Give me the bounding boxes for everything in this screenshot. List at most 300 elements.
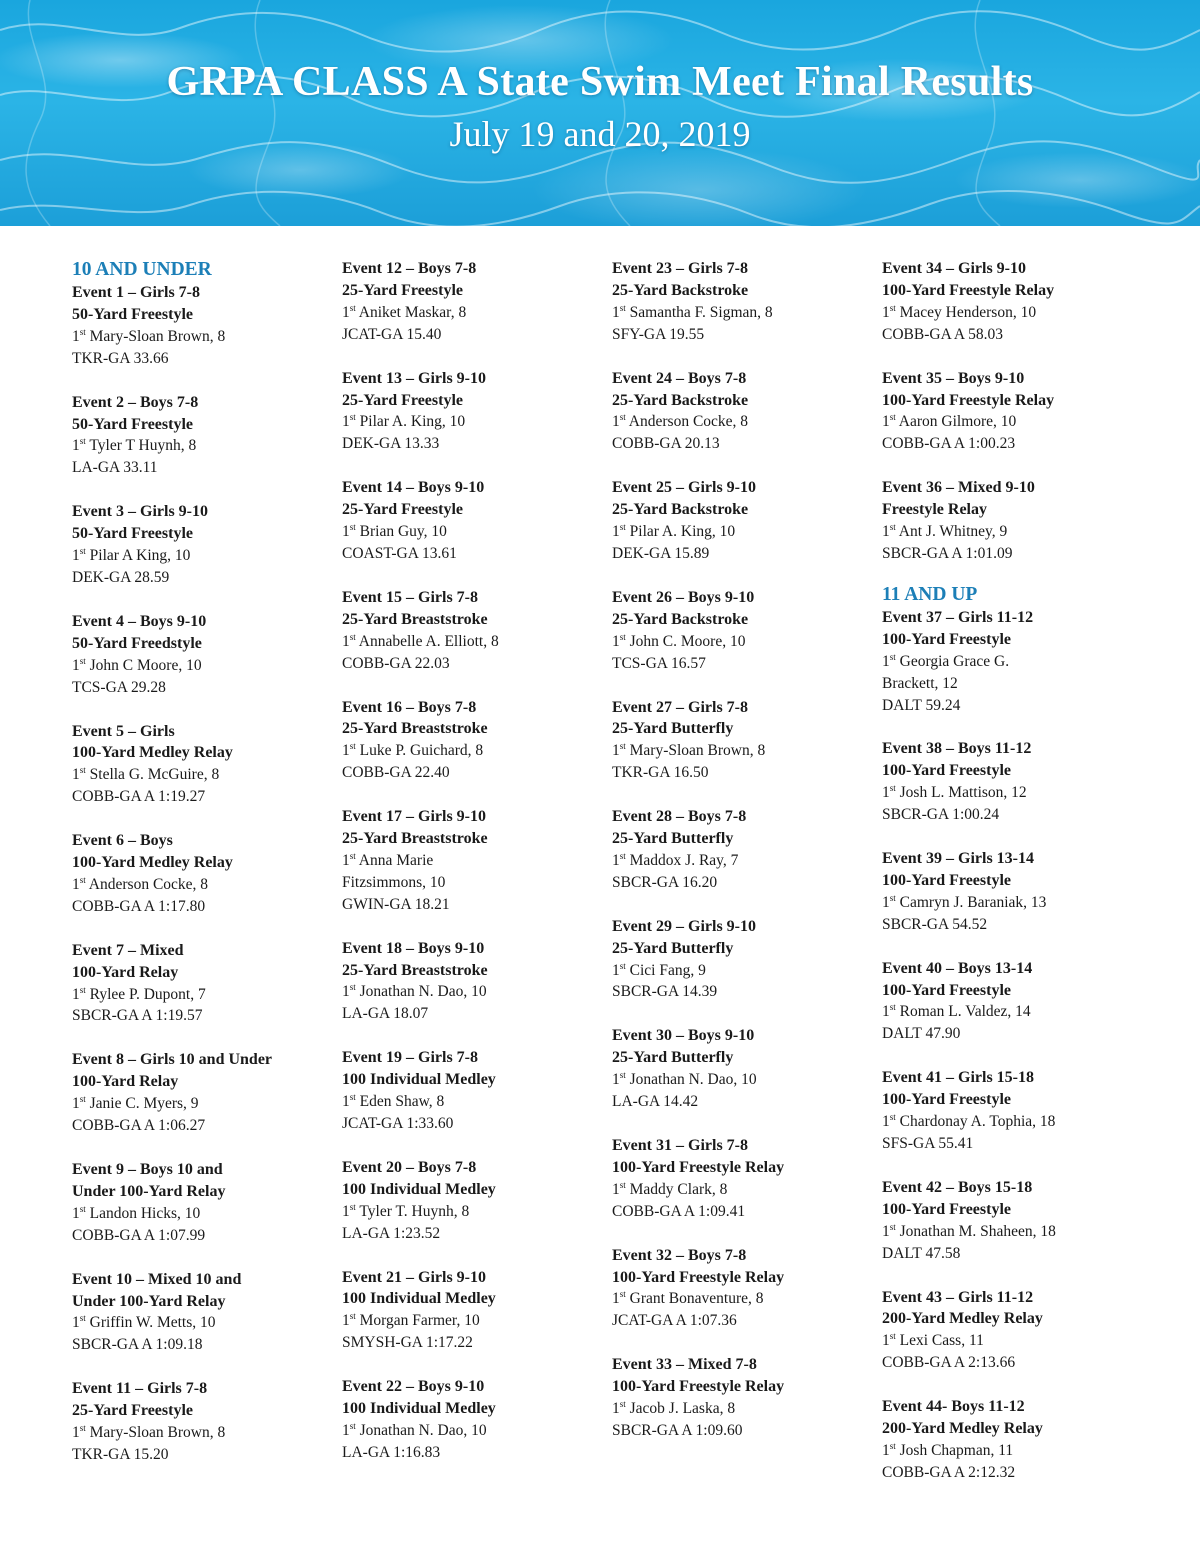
event-distance-stroke: 100-Yard Freestyle (882, 871, 1011, 889)
team-time: COAST-GA 13.61 (342, 544, 457, 562)
place-suffix: st (619, 412, 626, 423)
event-distance-stroke: 200-Yard Medley Relay (882, 1420, 1043, 1438)
winner-name: Josh Chapman, 11 (899, 1441, 1014, 1459)
event-title: Event 23 – Girls 7-8 (612, 260, 748, 277)
place-suffix: st (79, 874, 86, 885)
event-block (882, 368, 1144, 456)
place-suffix: st (619, 631, 626, 642)
event-block (882, 738, 1144, 826)
event-title: Event 7 – Mixed (72, 941, 184, 959)
place-suffix: st (889, 522, 896, 533)
winner-line: 1st Landon Hicks, 10 (72, 1203, 201, 1222)
winner-line: 1st Anderson Cocke, 8 (612, 412, 749, 431)
event-distance-stroke: 100 Individual Medley (342, 1400, 496, 1418)
team-time: SFY-GA 19.55 (612, 325, 705, 343)
event-block (882, 607, 1144, 717)
event-title: Event 11 – Girls 7-8 (72, 1380, 208, 1398)
event-title: Event 8 – Girls 10 and Under (72, 1051, 273, 1069)
event-title: Event 32 – Boys 7-8 (612, 1246, 747, 1264)
section-heading: 10 AND UNDER (72, 259, 212, 280)
winner-line: 1st Pilar A. King, 10 (342, 412, 466, 431)
event-block (612, 1135, 874, 1223)
event-block (612, 258, 874, 346)
winner-line: 1st Grant Bonaventure, 8 (612, 1289, 764, 1308)
event-block (612, 806, 874, 894)
winner-name: Maddy Clark, 8 (629, 1180, 728, 1198)
place-suffix: st (889, 1331, 896, 1342)
winner-line: 1st Maddox J. Ray, 7 (612, 850, 739, 869)
winner-name: Morgan Farmer, 10 (359, 1312, 480, 1330)
team-time: LA-GA 1:16.83 (342, 1443, 441, 1461)
winner-name: Mary-Sloan Brown, 8 (89, 327, 226, 345)
event-block (342, 806, 604, 916)
event-distance-stroke: 100-Yard Freestyle Relay (882, 391, 1055, 409)
winner-line: 1st Cici Fang, 9 (612, 960, 706, 979)
event-title: Event 33 – Mixed 7-8 (612, 1356, 757, 1374)
place-suffix: st (349, 850, 356, 861)
winner-line: 1st Josh L. Mattison, 12 (882, 783, 1027, 802)
event-distance-stroke: 25-Yard Breaststroke (342, 830, 488, 848)
winner-line: 1st Anna Marie (342, 850, 434, 869)
place-suffix: st (79, 1094, 86, 1105)
event-title: Event 28 – Boys 7-8 (612, 808, 747, 826)
winner-line: 1st Mary-Sloan Brown, 8 (72, 326, 226, 345)
place-suffix: st (349, 982, 356, 993)
event-title: Event 31 – Girls 7-8 (612, 1137, 748, 1154)
winner-line: 1st Pilar A. King, 10 (612, 522, 736, 541)
winner-line: 1st Chardonay A. Tophia, 18 (882, 1112, 1056, 1131)
event-title: Event 27 – Girls 7-8 (612, 698, 748, 716)
event-distance-stroke: 25-Yard Butterfly (612, 939, 734, 957)
winner-name: Mary-Sloan Brown, 8 (89, 1424, 226, 1442)
place-suffix: st (349, 741, 356, 752)
event-block (342, 938, 604, 1026)
place-suffix: st (619, 960, 626, 971)
team-time: SBCR-GA A 1:09.18 (72, 1336, 203, 1354)
winner-name: Cici Fang, 9 (629, 961, 706, 979)
event-title: Event 38 – Boys 11-12 (882, 740, 1032, 758)
event-distance-stroke: Freestyle Relay (882, 501, 987, 519)
winner-line: 1st Ant J. Whitney, 9 (882, 522, 1008, 541)
results-column-4 (882, 258, 1144, 1506)
event-block (72, 721, 334, 809)
event-distance-stroke: 25-Yard Freestyle (342, 501, 463, 519)
winner-line: 1st John C. Moore, 10 (612, 631, 746, 650)
winner-name: Griffin W. Metts, 10 (89, 1314, 216, 1332)
event-distance-stroke: 100-Yard Freestyle (882, 981, 1011, 999)
team-time: DALT 47.58 (882, 1244, 961, 1262)
team-time: SBCR-GA 1:00.24 (882, 806, 1000, 824)
event-block (342, 368, 604, 456)
event-block (612, 587, 874, 675)
winner-name: Annabelle A. Elliott, 8 (358, 632, 499, 650)
place-suffix: st (79, 1203, 86, 1214)
event-title: Event 41 – Girls 15-18 (882, 1069, 1034, 1087)
winner-line: 1st Jonathan N. Dao, 10 (612, 1070, 757, 1089)
winner-name-continued: Fitzsimmons, 10 (342, 873, 446, 891)
section-heading: 11 AND UP (882, 583, 978, 605)
place-suffix: st (349, 631, 356, 642)
team-time: COBB-GA A 58.03 (882, 325, 1004, 343)
place-suffix: st (79, 655, 86, 666)
event-distance-stroke: 25-Yard Breaststroke (342, 961, 488, 979)
team-time: TCS-GA 16.57 (612, 654, 706, 672)
team-time: DALT 59.24 (882, 696, 961, 714)
event-distance-stroke: 25-Yard Breaststroke (342, 610, 488, 628)
place-suffix: st (619, 1399, 626, 1410)
team-time: LA-GA 18.07 (342, 1005, 429, 1023)
event-distance-stroke: 100-Yard Freestyle (882, 762, 1011, 780)
results-column-2 (342, 258, 604, 1486)
event-title: Event 36 – Mixed 9-10 (882, 479, 1035, 497)
event-title: Event 44- Boys 11-12 (882, 1398, 1025, 1416)
winner-name: Luke P. Guichard, 8 (359, 742, 484, 760)
event-distance-stroke: 100-Yard Relay (72, 1073, 179, 1091)
winner-name: Jonathan N. Dao, 10 (359, 983, 487, 1001)
event-distance-stroke: 50-Yard Freestyle (72, 525, 193, 543)
event-title: Event 5 – Girls (72, 722, 175, 740)
event-distance-stroke: 25-Yard Freestyle (72, 1402, 193, 1420)
event-title: Event 3 – Girls 9-10 (72, 503, 208, 521)
event-distance-stroke: 100-Yard Freestyle (882, 630, 1011, 648)
event-distance-stroke: 50-Yard Freedstyle (72, 634, 202, 652)
winner-line: 1st Samantha F. Sigman, 8 (612, 302, 773, 321)
event-distance-stroke: 100 Individual Medley (342, 1071, 496, 1089)
winner-name: Landon Hicks, 10 (89, 1204, 201, 1222)
event-title: Event 26 – Boys 9-10 (612, 588, 755, 606)
team-time: COBB-GA 22.03 (342, 654, 450, 672)
event-distance-stroke: 25-Yard Butterfly (612, 720, 734, 738)
team-time: TCS-GA 29.28 (72, 678, 166, 696)
event-title: Event 24 – Boys 7-8 (612, 369, 747, 387)
event-distance-stroke: Under 100-Yard Relay (72, 1292, 226, 1310)
winner-name: Anna Marie (358, 851, 434, 869)
place-suffix: st (619, 1179, 626, 1190)
event-block (882, 958, 1144, 1046)
winner-line: 1st Tyler T. Huynh, 8 (342, 1201, 470, 1220)
event-title: Event 6 – Boys (72, 832, 173, 850)
winner-line: 1st Camryn J. Baraniak, 13 (882, 892, 1047, 911)
team-time: TKR-GA 33.66 (72, 349, 169, 367)
team-time: COBB-GA A 1:00.23 (882, 435, 1016, 453)
team-time: COBB-GA 20.13 (612, 435, 720, 453)
team-time: LA-GA 14.42 (612, 1093, 699, 1111)
winner-line: 1st Lexi Cass, 11 (882, 1331, 984, 1350)
winner-name: John C. Moore, 10 (629, 632, 746, 650)
winner-line: 1st Jonathan M. Shaheen, 18 (882, 1221, 1056, 1240)
winner-name: Tyler T. Huynh, 8 (359, 1202, 470, 1220)
winner-line: 1st Brian Guy, 10 (342, 522, 447, 541)
team-time: JCAT-GA 1:33.60 (342, 1115, 454, 1132)
place-suffix: st (349, 1092, 356, 1103)
team-time: COBB-GA A 1:19.27 (72, 788, 206, 806)
winner-name: Chardonay A. Tophia, 18 (899, 1113, 1056, 1131)
event-title: Event 12 – Boys 7-8 (342, 260, 477, 277)
winner-name: Mary-Sloan Brown, 8 (629, 742, 766, 760)
winner-line: 1st Josh Chapman, 11 (882, 1440, 1014, 1459)
place-suffix: st (889, 1002, 896, 1013)
page-title: GRPA CLASS A State Swim Meet Final Results (166, 59, 1034, 105)
event-block (342, 258, 604, 346)
event-title: Event 18 – Boys 9-10 (342, 939, 485, 957)
team-time: SBCR-GA A 1:09.60 (612, 1421, 743, 1439)
team-time: TKR-GA 16.50 (612, 764, 709, 782)
place-suffix: st (349, 1311, 356, 1322)
place-suffix: st (889, 1112, 896, 1123)
place-suffix: st (889, 783, 896, 794)
team-time: LA-GA 33.11 (72, 459, 158, 477)
event-distance-stroke: 100-Yard Freestyle Relay (612, 1378, 785, 1396)
team-time: SMYSH-GA 1:17.22 (342, 1334, 473, 1352)
winner-line: 1st Aniket Maskar, 8 (342, 302, 467, 321)
winner-name: Samantha F. Sigman, 8 (629, 303, 773, 321)
event-title: Event 30 – Boys 9-10 (612, 1027, 755, 1045)
team-time: LA-GA 1:23.52 (342, 1224, 441, 1242)
event-distance-stroke: 200-Yard Medley Relay (882, 1310, 1043, 1328)
winner-name: Ant J. Whitney, 9 (898, 523, 1008, 541)
event-block (612, 368, 874, 456)
place-suffix: st (889, 302, 896, 313)
event-block (612, 477, 874, 565)
place-suffix: st (79, 326, 86, 337)
place-suffix: st (349, 1420, 356, 1431)
event-distance-stroke: 100-Yard Relay (72, 963, 179, 981)
event-block (72, 501, 334, 589)
winner-name: Jonathan M. Shaheen, 18 (899, 1222, 1056, 1240)
event-block (882, 477, 1144, 565)
event-title: Event 4 – Boys 9-10 (72, 612, 207, 630)
winner-name: Grant Bonaventure, 8 (629, 1290, 764, 1308)
event-title: Event 17 – Girls 9-10 (342, 808, 486, 826)
winner-name: Jonathan N. Dao, 10 (629, 1071, 757, 1089)
event-distance-stroke: 50-Yard Freestyle (72, 415, 193, 433)
event-title: Event 39 – Girls 13-14 (882, 850, 1034, 868)
event-block (72, 940, 334, 1028)
event-block (612, 1354, 874, 1442)
event-block (342, 1376, 604, 1464)
event-distance-stroke: 25-Yard Backstroke (612, 281, 749, 299)
event-block (72, 282, 334, 370)
event-block (612, 916, 874, 1004)
winner-name: Roman L. Valdez, 14 (899, 1003, 1031, 1021)
winner-line: 1st Maddy Clark, 8 (612, 1179, 728, 1198)
winner-line: 1st Annabelle A. Elliott, 8 (342, 631, 499, 650)
winner-line: 1st Jonathan N. Dao, 10 (342, 982, 487, 1001)
event-block (342, 1157, 604, 1245)
event-distance-stroke: 100-Yard Freestyle (882, 1200, 1011, 1218)
winner-name: Janie C. Myers, 9 (89, 1095, 199, 1113)
event-block (882, 1287, 1144, 1375)
place-suffix: st (79, 1423, 86, 1434)
winner-line: 1st Eden Shaw, 8 (342, 1092, 445, 1111)
event-title: Event 2 – Boys 7-8 (72, 393, 199, 411)
event-title: Event 16 – Boys 7-8 (342, 698, 477, 716)
winner-name: Anderson Cocke, 8 (88, 875, 209, 893)
team-time: SBCR-GA A 1:19.57 (72, 1007, 203, 1025)
event-block (72, 392, 334, 480)
team-time: SBCR-GA 54.52 (882, 915, 988, 933)
event-block (72, 1159, 334, 1247)
place-suffix: st (79, 436, 86, 447)
team-time: COBB-GA A 1:07.99 (72, 1226, 206, 1244)
event-title: Event 29 – Girls 9-10 (612, 917, 756, 935)
place-suffix: st (79, 984, 86, 995)
event-distance-stroke: 100 Individual Medley (342, 1290, 496, 1308)
winner-line: 1st Luke P. Guichard, 8 (342, 741, 484, 760)
place-suffix: st (619, 302, 626, 313)
event-title: Event 9 – Boys 10 and (72, 1161, 223, 1178)
event-block (882, 258, 1144, 346)
place-suffix: st (79, 1313, 86, 1324)
place-suffix: st (889, 1221, 896, 1232)
results-column-3 (612, 258, 874, 1464)
winner-line: 1st Morgan Farmer, 10 (342, 1311, 480, 1330)
team-time: JCAT-GA 15.40 (342, 325, 442, 343)
event-block (882, 1396, 1144, 1484)
winner-line: 1st Mary-Sloan Brown, 8 (612, 741, 766, 760)
winner-name: Pilar A. King, 10 (359, 413, 466, 431)
winner-name: Rylee P. Dupont, 7 (89, 985, 206, 1003)
team-time: TKR-GA 15.20 (72, 1445, 169, 1463)
event-distance-stroke: 25-Yard Backstroke (612, 610, 749, 628)
winner-name: John C Moore, 10 (89, 656, 202, 674)
winner-name: Aniket Maskar, 8 (358, 303, 467, 321)
event-title: Event 10 – Mixed 10 and (72, 1270, 242, 1288)
event-block (72, 830, 334, 918)
team-time: SBCR-GA 16.20 (612, 873, 718, 891)
winner-name: Tyler T Huynh, 8 (89, 437, 197, 455)
event-title: Event 42 – Boys 15-18 (882, 1178, 1033, 1196)
event-distance-stroke: 100-Yard Freestyle (882, 1091, 1011, 1109)
event-distance-stroke: 100-Yard Medley Relay (72, 744, 233, 762)
event-block (72, 611, 334, 699)
event-distance-stroke: 25-Yard Freestyle (342, 391, 463, 409)
event-title: Event 37 – Girls 11-12 (882, 608, 1034, 626)
event-title: Event 1 – Girls 7-8 (72, 284, 200, 301)
pool-water-banner (0, 0, 1200, 226)
event-block (72, 1049, 334, 1137)
winner-line: 1st John C Moore, 10 (72, 655, 202, 674)
winner-line: 1st Jonathan N. Dao, 10 (342, 1420, 487, 1439)
event-block (882, 1067, 1144, 1155)
event-block (342, 1267, 604, 1355)
place-suffix: st (349, 302, 356, 313)
winner-line: 1st Rylee P. Dupont, 7 (72, 984, 206, 1003)
place-suffix: st (889, 412, 896, 423)
winner-name: Pilar A King, 10 (89, 547, 191, 565)
event-distance-stroke: 50-Yard Freestyle (72, 305, 193, 323)
team-time: COBB-GA A 1:06.27 (72, 1117, 206, 1135)
winner-name: Georgia Grace G. (899, 652, 1010, 670)
winner-name: Lexi Cass, 11 (899, 1332, 984, 1350)
winner-line: 1st Mary-Sloan Brown, 8 (72, 1423, 226, 1442)
event-block (72, 1378, 334, 1466)
team-time: DEK-GA 28.59 (72, 568, 170, 586)
place-suffix: st (619, 1289, 626, 1300)
event-title: Event 22 – Boys 9-10 (342, 1378, 485, 1396)
event-distance-stroke: 100 Individual Medley (342, 1180, 496, 1198)
winner-line: 1st Jacob J. Laska, 8 (612, 1399, 736, 1418)
event-distance-stroke: 25-Yard Breaststroke (342, 720, 488, 738)
event-distance-stroke: 100-Yard Freestyle Relay (612, 1268, 785, 1286)
event-title: Event 34 – Girls 9-10 (882, 260, 1026, 277)
meet-dates: July 19 and 20, 2019 (449, 114, 751, 154)
winner-name: Macey Henderson, 10 (899, 303, 1037, 321)
event-block (342, 477, 604, 565)
place-suffix: st (349, 1201, 356, 1212)
winner-name: Maddox J. Ray, 7 (629, 851, 739, 869)
event-block (882, 848, 1144, 936)
event-title: Event 21 – Girls 9-10 (342, 1268, 486, 1286)
winner-name: Eden Shaw, 8 (359, 1093, 445, 1111)
winner-line: 1st Roman L. Valdez, 14 (882, 1002, 1031, 1021)
team-time: DEK-GA 13.33 (342, 435, 440, 453)
place-suffix: st (349, 412, 356, 423)
place-suffix: st (349, 522, 356, 533)
place-suffix: st (79, 546, 86, 557)
winner-name: Aaron Gilmore, 10 (898, 413, 1017, 431)
place-suffix: st (889, 1440, 896, 1451)
event-title: Event 15 – Girls 7-8 (342, 588, 478, 606)
event-distance-stroke: 25-Yard Backstroke (612, 391, 749, 409)
event-distance-stroke: Under 100-Yard Relay (72, 1182, 226, 1200)
winner-line: 1st Macey Henderson, 10 (882, 302, 1037, 321)
event-block (72, 1269, 334, 1357)
winner-name: Josh L. Mattison, 12 (899, 784, 1027, 802)
place-suffix: st (619, 1070, 626, 1081)
winner-name: Stella G. McGuire, 8 (89, 766, 220, 784)
event-title: Event 19 – Girls 7-8 (342, 1049, 478, 1067)
event-title: Event 40 – Boys 13-14 (882, 959, 1033, 977)
event-distance-stroke: 25-Yard Butterfly (612, 1049, 734, 1067)
winner-line: 1st Janie C. Myers, 9 (72, 1094, 199, 1113)
event-block (342, 1047, 604, 1135)
event-distance-stroke: 100-Yard Medley Relay (72, 854, 233, 872)
event-distance-stroke: 100-Yard Freestyle Relay (612, 1158, 785, 1176)
event-title: Event 43 – Girls 11-12 (882, 1288, 1034, 1306)
winner-line: 1st Pilar A King, 10 (72, 546, 191, 565)
event-title: Event 14 – Boys 9-10 (342, 479, 485, 497)
winner-line: 1st Griffin W. Metts, 10 (72, 1313, 216, 1332)
winner-line: 1st Anderson Cocke, 8 (72, 874, 209, 893)
winner-name: Camryn J. Baraniak, 13 (899, 893, 1047, 911)
team-time: COBB-GA A 1:09.41 (612, 1202, 746, 1220)
event-block (342, 587, 604, 675)
place-suffix: st (619, 522, 626, 533)
place-suffix: st (619, 850, 626, 861)
event-distance-stroke: 100-Yard Freestyle Relay (882, 281, 1055, 299)
team-time: COBB-GA A 2:13.66 (882, 1354, 1016, 1372)
team-time: DALT 47.90 (882, 1025, 961, 1043)
place-suffix: st (889, 651, 896, 662)
event-title: Event 25 – Girls 9-10 (612, 479, 756, 497)
event-distance-stroke: 25-Yard Freestyle (342, 281, 463, 299)
event-title: Event 20 – Boys 7-8 (342, 1158, 477, 1176)
winner-name: Anderson Cocke, 8 (628, 413, 749, 431)
event-block (882, 1177, 1144, 1265)
event-block (342, 697, 604, 785)
team-time: COBB-GA A 1:17.80 (72, 897, 206, 915)
team-time: SFS-GA 55.41 (882, 1135, 974, 1152)
winner-name-continued: Brackett, 12 (882, 674, 958, 692)
place-suffix: st (889, 892, 896, 903)
event-title: Event 35 – Boys 9-10 (882, 369, 1025, 387)
team-time: GWIN-GA 18.21 (342, 895, 450, 913)
event-block (612, 1245, 874, 1333)
event-distance-stroke: 25-Yard Backstroke (612, 501, 749, 519)
team-time: COBB-GA 22.40 (342, 764, 450, 782)
team-time: JCAT-GA A 1:07.36 (612, 1312, 737, 1330)
